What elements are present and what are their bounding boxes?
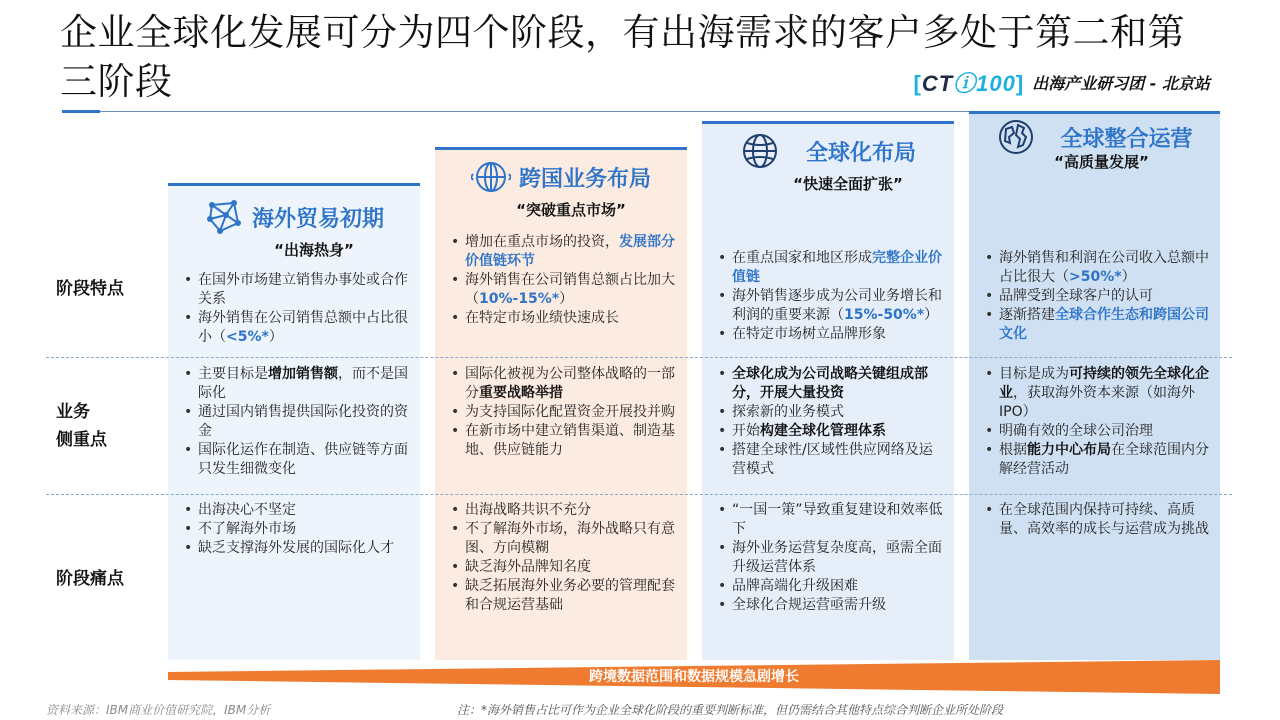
bullet-item: • 主要目标是增加销售额，而不是国际化: [180, 365, 412, 403]
bullet-item: • 目标是成为可持续的领先全球化企业，获取海外资本来源（如海外IPO）: [981, 365, 1212, 422]
pain-cell: [168, 501, 420, 558]
footer-note: 注：*海外销售占比可作为企业全球化阶段的重要判断标准，但仍需结合其他特点综合判断企业所处阶段: [457, 703, 1004, 717]
row-divider: [46, 494, 1232, 495]
row-label-pain: 阶段痛点: [56, 569, 124, 589]
bullet-item: • 开始构建全球化管理体系: [714, 422, 946, 441]
bullet-item: • 缺乏海外品牌知名度: [447, 558, 679, 577]
column-header: [435, 157, 687, 220]
features-cell: [969, 249, 1220, 344]
bullet-item: • 在特定市场业绩快速成长: [447, 309, 679, 328]
network-icon: [204, 197, 244, 237]
column-subtitle: “快速全面扩张”: [793, 175, 903, 193]
row-label-features: 阶段特点: [56, 279, 124, 299]
stage-column-4: [969, 111, 1220, 660]
pain-cell: [969, 501, 1220, 539]
bullet-item: • 缺乏拓展海外业务必要的管理配套和合规运营基础: [447, 577, 679, 615]
focus-cell: [702, 365, 954, 479]
bullet-item: • 在国外市场建立销售办事处或合作关系: [180, 271, 412, 309]
bullet-item: • 出海决心不坚定: [180, 501, 412, 520]
bullet-item: • 通过国内销售提供国际化投资的资金: [180, 403, 412, 441]
brand-logo: [CTⓘ100]: [913, 70, 1025, 96]
column-subtitle: “突破重点市场”: [516, 201, 626, 219]
focus-cell: [435, 365, 687, 460]
bullet-item: • 出海战略共识不充分: [447, 501, 679, 520]
column-subtitle: “出海热身”: [274, 241, 354, 259]
bullet-item: • 探索新的业务模式: [714, 403, 946, 422]
bullet-item: • 品牌高端化升级困难: [714, 577, 946, 596]
earth-icon: [996, 117, 1036, 157]
features-cell: [702, 249, 954, 344]
row-divider: [46, 357, 1232, 358]
pain-cell: [435, 501, 687, 615]
column-title: 全球化布局: [805, 140, 916, 166]
bullet-item: • 明确有效的全球公司治理: [981, 422, 1212, 441]
stage-column-3: [702, 121, 954, 660]
column-title: 跨国业务布局: [518, 166, 651, 192]
bullet-item: • 海外销售和利润在公司收入总额中占比很大（>50%*）: [981, 249, 1212, 287]
bullet-item: • 增加在重点市场的投资，发展部分价值链环节: [447, 233, 679, 271]
bullet-item: • 品牌受到全球客户的认可: [981, 287, 1212, 306]
bullet-item: • 海外销售在公司销售总额中占比很小（<5%*）: [180, 309, 412, 347]
column-header: [969, 117, 1220, 172]
row-label-focus: 业务 侧重点: [56, 402, 107, 450]
bullet-item: • 在重点国家和地区形成完整企业价值链: [714, 249, 946, 287]
column-title: 全球整合运营: [1060, 126, 1193, 152]
bullet-item: • 根据能力中心布局在全球范围内分解经营活动: [981, 441, 1212, 479]
bullet-item: • 在全球范围内保持可持续、高质量、高效率的成长与运营成为挑战: [981, 501, 1212, 539]
bullet-item: • “一国一策”导致重复建设和效率低下: [714, 501, 946, 539]
stage-column-1: [168, 183, 420, 660]
bullet-item: • 全球化成为公司战略关键组成部分，开展大量投资: [714, 365, 946, 403]
column-topline: [702, 121, 954, 124]
bullet-item: • 缺乏支撑海外发展的国际化人才: [180, 539, 412, 558]
bullet-item: • 不了解海外市场: [180, 520, 412, 539]
column-header: [702, 131, 954, 194]
column-topline: [969, 111, 1220, 114]
brand: [913, 68, 1210, 96]
footer-source: 资料来源：IBM商业价值研究院，IBM分析: [46, 703, 271, 717]
growth-banner: [168, 660, 1220, 694]
pain-cell: [702, 501, 954, 615]
bullet-item: • 在特定市场树立品牌形象: [714, 325, 946, 344]
bullet-item: • 逐渐搭建全球合作生态和跨国公司文化: [981, 306, 1212, 344]
focus-cell: [168, 365, 420, 479]
features-cell: [435, 233, 687, 328]
features-cell: [168, 271, 420, 347]
column-topline: [168, 183, 420, 186]
bullet-item: • 海外销售在公司销售总额占比加大（10%-15%*）: [447, 271, 679, 309]
column-subtitle: “高质量发展”: [1054, 153, 1149, 171]
globe-arrows-icon: [471, 157, 511, 197]
bullet-item: • 全球化合规运营亟需升级: [714, 596, 946, 615]
bullet-item: • 国际化被视为公司整体战略的一部分重要战略举措: [447, 365, 679, 403]
bullet-item: • 不了解海外市场，海外战略只有意图、方向模糊: [447, 520, 679, 558]
growth-banner-text: 跨境数据范围和数据规模急剧增长: [589, 669, 799, 685]
page-title: 企业全球化发展可分为四个阶段，有出海需求的客户多处于第二和第三阶段: [60, 11, 1185, 103]
bullet-item: • 海外销售逐步成为公司业务增长和利润的重要来源（15%-50%*）: [714, 287, 946, 325]
brand-text: 出海产业研习团 - 北京站: [1032, 73, 1210, 93]
bullet-item: • 国际化运作在制造、供应链等方面只发生细微变化: [180, 441, 412, 479]
column-topline: [435, 147, 687, 150]
column-header: [168, 197, 420, 260]
bullet-item: • 搭建全球性/区域性供应网络及运营模式: [714, 441, 946, 479]
title-divider-accent: [62, 110, 100, 113]
column-title: 海外贸易初期: [251, 206, 384, 232]
bullet-item: • 为支持国际化配置资金开展投并购: [447, 403, 679, 422]
bullet-item: • 在新市场中建立销售渠道、制造基地、供应链能力: [447, 422, 679, 460]
globe-icon: [740, 131, 780, 171]
stage-column-2: [435, 147, 687, 660]
bullet-item: • 海外业务运营复杂度高，亟需全面升级运营体系: [714, 539, 946, 577]
focus-cell: [969, 365, 1220, 479]
